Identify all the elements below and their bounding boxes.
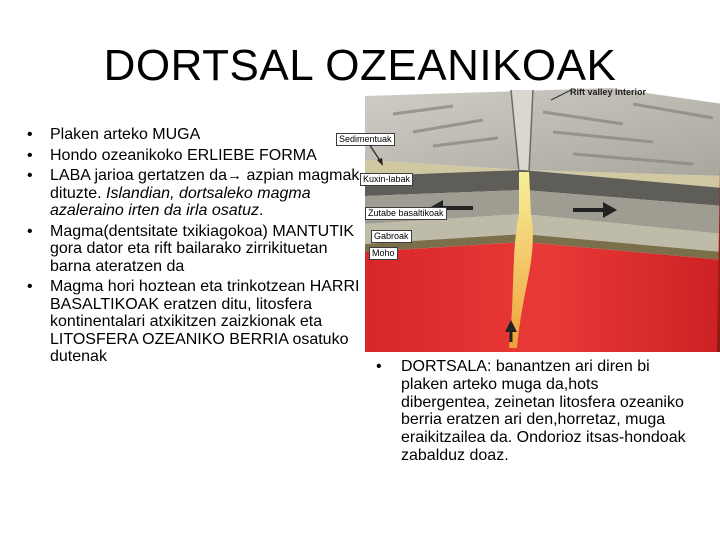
bullet-text: .	[259, 202, 264, 219]
bullet-item	[24, 147, 360, 165]
right-arrow-icon: →	[227, 167, 243, 184]
bullet-text: LABA jarioa gertatzen da	[50, 167, 228, 184]
bullet-text: Hondo ozeanikoko ERLIEBE FORMA	[50, 146, 317, 164]
bullet-text: Magma hori hoztean eta trinkotzean HARRI BASALTIKOAK eratzen ditu, litosfera kontinentalari atxikitzen zaizkionak eta LITOSFERA OZEANIKO BERRIA osatuko dutenak	[50, 278, 360, 365]
definition-text: DORTSALA: banantzen ari diren bi plaken arteko muga da,hots dibergentea, zeinetan litosfera ozeaniko berria eratzen ari den,horretaz, muga eraikitzailea da. Ondorioz itsas-hondoak zabalduz doaz.	[401, 358, 686, 464]
bullet-text: azpian magmak dituzte.	[50, 167, 360, 202]
bullet-item	[24, 223, 360, 276]
label-moho: Moho	[369, 247, 398, 260]
label-zutabe-basaltikoak: Zutabe basaltikoak	[365, 207, 447, 220]
label-sedimentuak: Sedimentuak	[336, 133, 395, 146]
rift-valley-label: Rift valley interior	[570, 87, 647, 97]
label-gabroak: Gabroak	[371, 230, 412, 243]
bullet-list	[24, 126, 360, 369]
bullet-item	[24, 126, 360, 144]
bullet-text: Plaken arteko MUGA	[50, 126, 201, 143]
mid-ocean-ridge-diagram	[333, 84, 720, 354]
bullet-text: Magma(dentsitate txikiagokoa) MANTUTIK gora dator eta rift bailarako zirrikituetan barna ateratzen da	[50, 222, 355, 275]
bullet-item	[24, 278, 360, 366]
slide-title: DORTSAL OZEANIKOAK	[103, 41, 617, 90]
label-kuxin-labak: Kuxin-labak	[360, 173, 413, 186]
dortsala-definition	[376, 358, 686, 465]
mantle	[365, 242, 720, 352]
bullet-item	[24, 167, 360, 220]
bullet-italic-text: Islandian, dortsaleko magma azaleraino irten da irla osatuz	[50, 184, 311, 219]
